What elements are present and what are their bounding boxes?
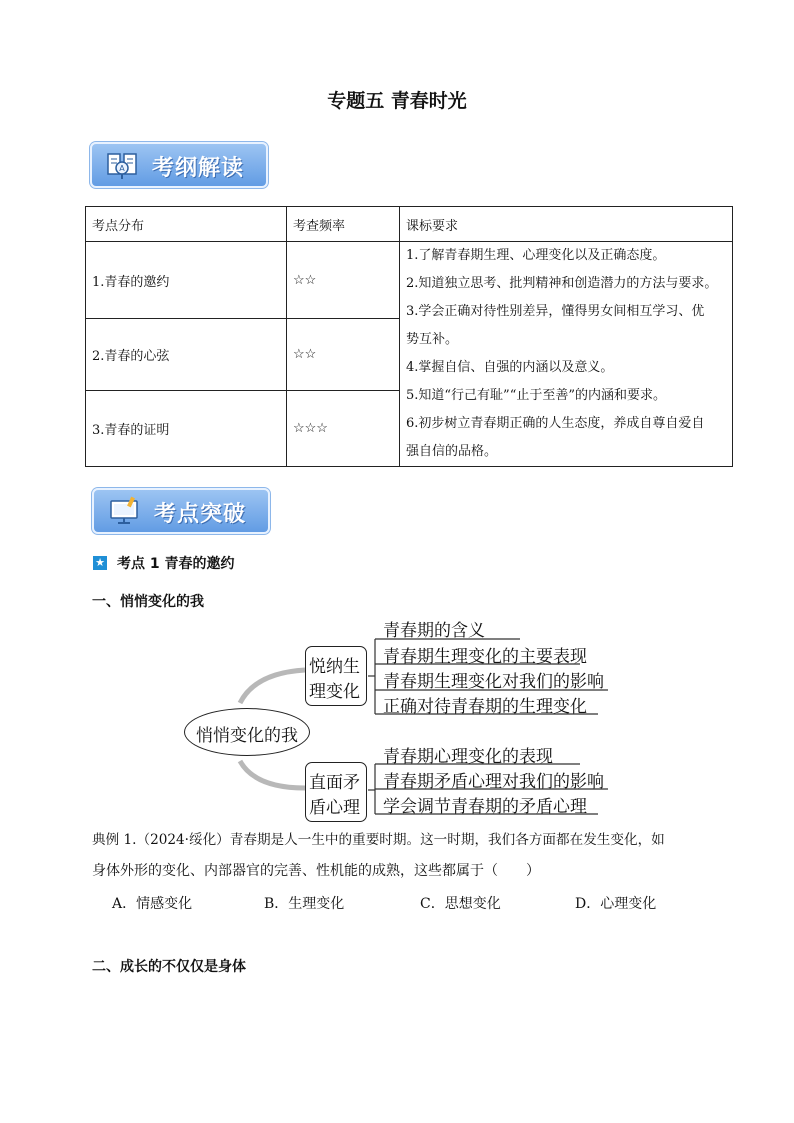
mindmap-center-node: [184, 708, 310, 756]
requirement-line: 2.知道独立思考、批判精神和创造潜力的方法与要求。: [406, 276, 718, 291]
table-header: 课标要求: [400, 207, 733, 242]
table-cell-topic: 3.青春的证明: [86, 390, 287, 466]
breakthrough-banner: [92, 488, 270, 534]
table-header: 考点分布: [86, 207, 287, 242]
table-cell-freq: ☆☆: [287, 319, 400, 390]
option-a: A．情感变化: [112, 896, 193, 912]
option-d: D．心理变化: [575, 896, 657, 912]
table-cell-freq: ☆☆: [287, 242, 400, 319]
table-cell-freq: ☆☆☆: [287, 390, 400, 466]
computer-icon: [108, 495, 140, 527]
mindmap-center-label: 悄悄变化的我: [196, 726, 298, 746]
section-heading: 二、成长的不仅仅是身体: [92, 959, 246, 975]
table-cell-topic: 2.青春的心弦: [86, 319, 287, 390]
example-line-2: 身体外形的变化、内部器官的完善、性机能的成熟，这些都属于（ ）: [92, 863, 540, 879]
star-icon: ★: [93, 556, 107, 570]
table-header: 考查频率: [287, 207, 400, 242]
mindmap-leaf: 青春期生理变化对我们的影响: [383, 672, 604, 692]
breakthrough-banner-label: 考点突破: [154, 502, 247, 527]
book-magnifier-icon: [106, 149, 138, 181]
requirement-line: 6.初步树立青春期正确的人生态度，养成自尊自爱自: [406, 416, 705, 431]
mindmap-leaf: 青春期矛盾心理对我们的影响: [383, 772, 604, 792]
mindmap-leaf: 青春期的含义: [383, 621, 485, 641]
mindmap-leaf: 正确对待青春期的生理变化: [383, 697, 587, 717]
option-b: B．生理变化: [264, 896, 345, 912]
mindmap-leaf: 学会调节青春期的矛盾心理: [383, 797, 587, 817]
branch-1-label-line1: 悦纳生: [309, 657, 360, 677]
requirement-line: 5.知道“行己有耻”“止于至善”的内涵和要求。: [406, 388, 666, 403]
requirement-line: 势互补。: [406, 332, 459, 347]
requirements-cell: [400, 242, 733, 467]
mindmap-leaf: 青春期生理变化的主要表现: [383, 647, 587, 667]
mindmap-branch-2: [305, 762, 367, 822]
kaodian-title: 考点 1 青春的邀约: [117, 556, 235, 572]
branch-2-label-line2: 盾心理: [309, 798, 360, 818]
outline-banner-label: 考纲解读: [152, 156, 245, 181]
outline-banner: [90, 142, 268, 188]
branch-1-label-line2: 理变化: [309, 682, 360, 702]
branch-2-label-line1: 直面矛: [309, 773, 360, 793]
table-cell-topic: 1.青春的邀约: [86, 242, 287, 319]
mindmap-leaf: 青春期心理变化的表现: [383, 747, 553, 767]
svg-text:A: A: [119, 164, 125, 173]
section-heading: 一、悄悄变化的我: [92, 594, 204, 610]
outline-table: [85, 206, 733, 467]
requirement-line: 1.了解青春期生理、心理变化以及正确态度。: [406, 248, 666, 263]
page-title: 专题五 青春时光: [327, 90, 467, 112]
requirement-line: 4.掌握自信、自强的内涵以及意义。: [406, 360, 614, 375]
option-c: C．思想变化: [420, 896, 501, 912]
example-line-1: 典例 1.（2024·绥化）青春期是人一生中的重要时期。这一时期，我们各方面都在发生变化，如: [92, 832, 665, 848]
requirement-line: 3.学会正确对待性别差异，懂得男女间相互学习、优: [406, 304, 705, 319]
mindmap-branch-1: [305, 646, 367, 706]
requirement-line: 强自信的品格。: [406, 444, 498, 459]
